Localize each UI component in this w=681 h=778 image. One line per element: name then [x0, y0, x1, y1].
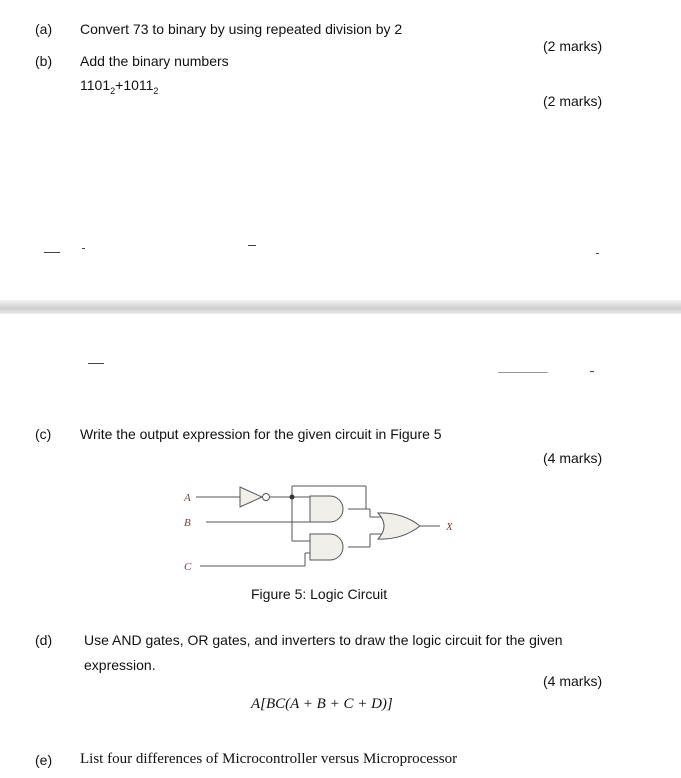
logic-circuit-diagram [170, 478, 470, 578]
question-b-marks: (2 marks) [543, 93, 603, 109]
question-b-label: (b) [35, 53, 53, 69]
question-a-text: Convert 73 to binary by using repeated division by 2 [80, 21, 403, 37]
input-a-label: A [184, 492, 191, 504]
figure-caption: Figure 5: Logic Circuit [251, 586, 388, 602]
question-d-text-line1: Use AND gates, OR gates, and inverters to draw the logic circuit for the given [84, 632, 563, 648]
input-b-label: B [184, 517, 191, 529]
plus-operator: + [115, 77, 124, 93]
question-c-text: Write the output expression for the given circuit in Figure 5 [80, 426, 442, 442]
output-x-label: X [446, 521, 453, 533]
question-d-label: (d) [35, 632, 53, 648]
input-c-label: C [184, 561, 192, 573]
boolean-expression: A[BC(A + B + C + D)] [251, 696, 393, 712]
inverter-gate [240, 487, 262, 507]
page-divider [0, 300, 681, 314]
inverter-bubble [263, 494, 270, 501]
scan-speck [498, 372, 548, 373]
question-c-marks: (4 marks) [543, 450, 603, 466]
base-subscript-2: 2 [153, 85, 159, 96]
and-gate-upper [310, 496, 343, 522]
question-e-label: (e) [35, 752, 53, 768]
base-subscript-1: 2 [110, 85, 116, 96]
question-b-text: Add the binary numbers [80, 53, 229, 69]
scan-speck [248, 245, 256, 246]
or-gate [378, 513, 420, 539]
scan-speck [44, 252, 60, 253]
binary-sum [80, 77, 158, 96]
scan-speck [88, 363, 104, 364]
scan-speck [596, 253, 599, 254]
scan-speck [82, 248, 85, 249]
junction-dot [290, 495, 295, 500]
scan-speck [590, 371, 594, 372]
question-a-marks: (2 marks) [543, 38, 603, 54]
question-a-label: (a) [35, 21, 53, 37]
question-c-label: (c) [35, 426, 52, 442]
binary-number-2: 1011 [123, 77, 154, 93]
question-d-text-line2: expression. [84, 657, 156, 673]
binary-number-1: 1101 [80, 77, 111, 93]
question-e-text: List four differences of Microcontroller versus Microprocessor [80, 751, 458, 767]
and-gate-lower [310, 534, 343, 560]
question-d-marks: (4 marks) [543, 673, 603, 689]
